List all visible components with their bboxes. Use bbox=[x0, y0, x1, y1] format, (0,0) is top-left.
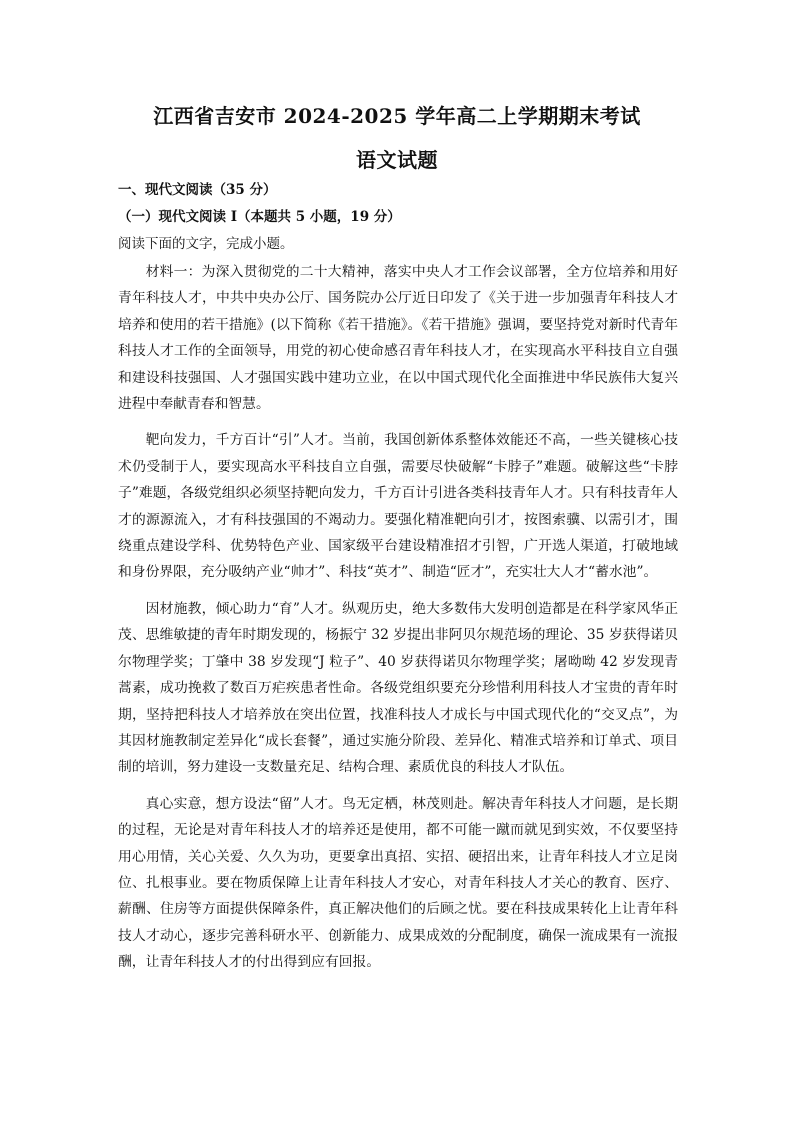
paragraph-cultivate-talent: 因材施教，倾心助力“育”人才。纵观历史，绝大多数伟大发明创造都是在科学家风华正茂、思维敏捷的青年时期发现的，杨振宁 32 岁提出非阿贝尔规范场的理论、35 岁获得诺贝尔物理学奖；丁肇中 38 岁发现“J 粒子”、40 岁获得诺贝尔物理学奖；屠呦呦 42 岁发现青蒿素，成功挽救了数百万疟疾患者性命。各级党组织要充分珍惜利用科技人才宝贵的青年时期，坚持把科技人才培养放在突出位置，找准科技人才成长与中国式现代化的“交叉点”，为其因材施教制定差异化“成长套餐”，通过实施分阶段、差异化、精准式培养和订单式、项目制的培训，努力建设一支数量充足、结构合理、素质优良的科技人才队伍。 bbox=[118, 600, 678, 776]
paragraph-attract-talent: 靶向发力，千方百计“引”人才。当前，我国创新体系整体效能还不高，一些关键核心技术仍受制于人，要实现高水平科技自立自强，需要尽快破解“卡脖子”难题。破解这些“卡脖子”难题，各级党组织必须坚持靶向发力，千方百计引进各类科技青年人才。只有科技青年人才的源源流入，才有科技强国的不竭动力。要强化精准靶向引才，按图索骥、以需引才，围绕重点建设学科、优势特色产业、国家级平台建设精准招才引智，广开选人渠道，打破地域和身份界限，充分吸纳产业“帅才”、科技“英才”、制造“匠才”，充实壮大人才“蓄水池”。 bbox=[118, 432, 678, 581]
paragraph-retain-talent: 真心实意，想方设法“留”人才。鸟无定栖，林茂则赴。解决青年科技人才问题，是长期的过程，无论是对青年科技人才的培养还是使用，都不可能一蹴而就见到实效，不仅要坚持用心用情，关心关爱、久久为功，更要拿出真招、实招、硬招出来，让青年科技人才立足岗位、扎根事业。要在物质保障上让青年科技人才安心，对青年科技人才关心的教育、医疗、薪酬、住房等方面提供保障条件，真正解决他们的后顾之忧。要在科技成果转化上让青年科技人才动心，逐步完善科研水平、创新能力、成果成效的分配制度，确保一流成果有一流报酬，让青年科技人才的付出得到应有回报。 bbox=[118, 795, 678, 971]
document-title: 江西省吉安市 2024-2025 学年高二上学期期末考试 bbox=[153, 104, 641, 128]
article-body bbox=[118, 259, 678, 986]
section-heading-1: 一、现代文阅读（35 分） bbox=[118, 182, 277, 198]
document-subtitle: 语文试题 bbox=[356, 148, 438, 172]
section-heading-2: （一）现代文阅读 I（本题共 5 小题，19 分） bbox=[118, 209, 401, 225]
reading-instructions: 阅读下面的文字，完成小题。 bbox=[118, 236, 294, 252]
paragraph-material-1: 材料一：为深入贯彻党的二十大精神，落实中央人才工作会议部署，全方位培养和用好青年科技人才，中共中央办公厅、国务院办公厅近日印发了《关于进一步加强青年科技人才培养和使用的若干措施》(以下简称《若干措施》。《若干措施》强调，要坚持党对新时代青年科技人才工作的全面领导，用党的初心使命感召青年科技人才，在实现高水平科技自立自强和建设科技强国、人才强国实践中建功立业，在以中国式现代化全面推进中华民族伟大复兴进程中奉献青春和智慧。 bbox=[118, 264, 678, 413]
